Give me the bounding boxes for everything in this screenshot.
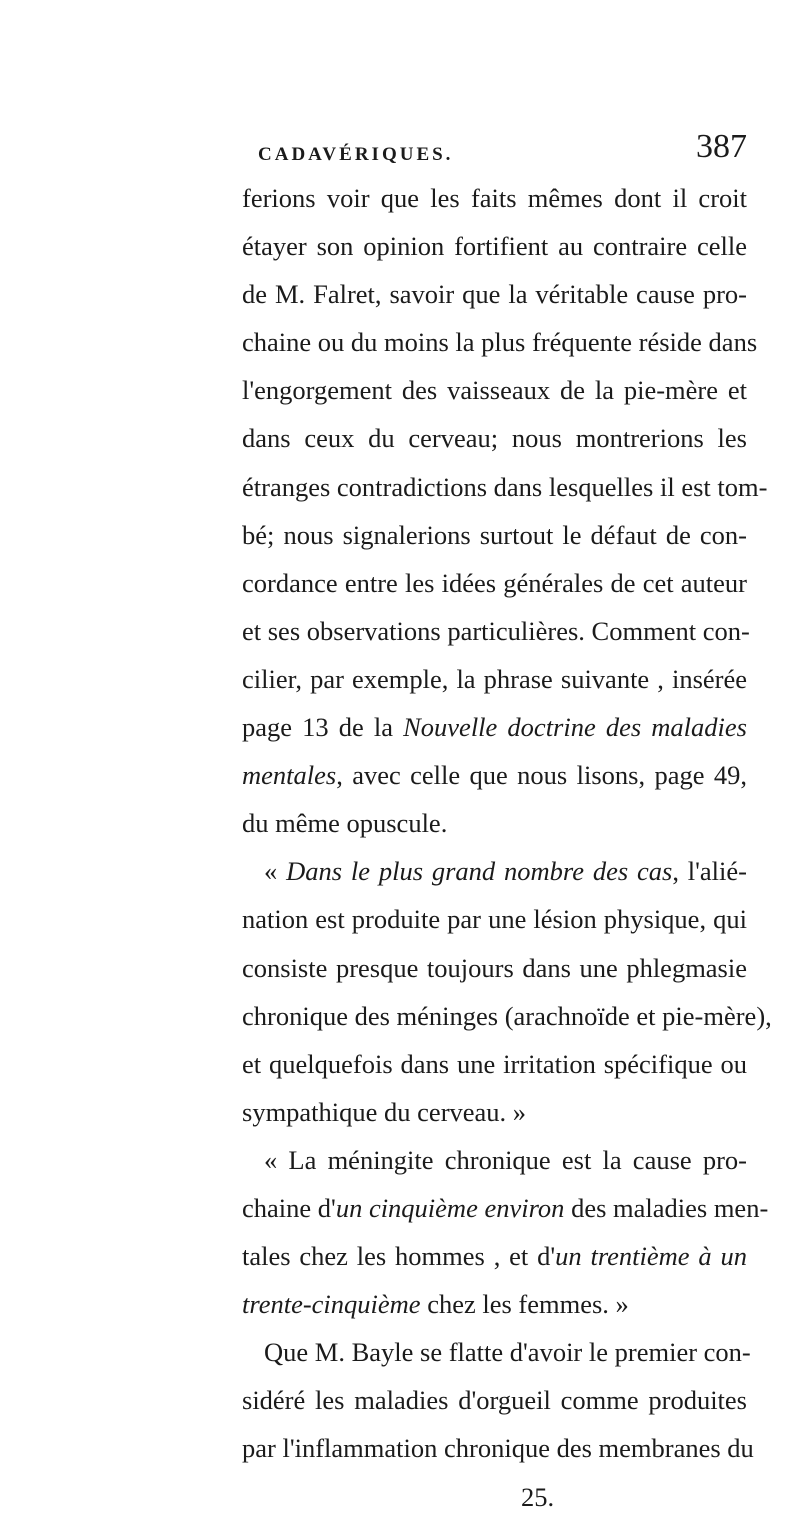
- text-line: et quelquefois dans une irritation spécifique ou: [242, 1048, 747, 1079]
- page-number: 387: [696, 128, 747, 165]
- text-line: du même opuscule.: [242, 808, 448, 839]
- text-line: [242, 703, 747, 751]
- body-text: [242, 174, 772, 1521]
- text-line: sidéré les maladies d'orgueil comme produites: [242, 1385, 747, 1416]
- text-run: tales chez les hommes , et d': [242, 1241, 556, 1272]
- text-line: consiste presque toujours dans une phlegmasie: [242, 952, 747, 983]
- text-line: [242, 1184, 769, 1232]
- italic-phrase: un cinquième environ: [335, 1192, 565, 1223]
- text-line: de M. Falret, savoir que la véritable cause pro-: [242, 279, 747, 310]
- text-line: cilier, par exemple, la phrase suivante , insérée: [242, 663, 747, 694]
- text-run: , l'alié-: [672, 856, 747, 887]
- text-line: « La méningite chronique est la cause pro-: [264, 1144, 747, 1175]
- italic-title: Nouvelle doctrine des maladies: [403, 712, 747, 743]
- italic-phrase: un trentième à un: [555, 1241, 747, 1272]
- book-page: [242, 128, 772, 1521]
- text-line: chaine ou du moins la plus fréquente réside dans: [242, 327, 758, 358]
- text-run: chez les femmes. »: [420, 1289, 629, 1320]
- text-line: sympathique du cerveau. »: [242, 1096, 527, 1127]
- text-line: et ses observations particulières. Comment con-: [242, 615, 750, 646]
- text-line: ferions voir que les faits mêmes dont il croit: [242, 183, 747, 213]
- text-line: étranges contradictions dans lesquelles il est tom-: [242, 471, 768, 502]
- text-line: [242, 1232, 747, 1280]
- running-title: CADAVÉRIQUES.: [258, 144, 454, 165]
- text-line: nation est produite par une lésion physique, qui: [242, 904, 747, 935]
- italic-title: mentales: [242, 760, 337, 791]
- text-line: [242, 751, 747, 799]
- text-run: page 13 de la: [242, 712, 404, 743]
- text-line: par l'inflammation chronique des membranes du: [242, 1433, 754, 1464]
- italic-quote: Dans le plus grand nombre des cas: [286, 856, 673, 887]
- text-run: des maladies men-: [564, 1192, 769, 1223]
- text-line: cordance entre les idées générales de cet auteur: [242, 567, 747, 598]
- text-line: chronique des méninges (arachnoïde et pie-mère),: [242, 1000, 772, 1031]
- text-line: Que M. Bayle se flatte d'avoir le premier con-: [264, 1337, 751, 1368]
- text-run: «: [264, 856, 287, 887]
- text-line: [242, 1280, 747, 1328]
- text-line: étayer son opinion fortifient au contraire celle: [242, 231, 747, 262]
- signature-mark: 25.: [521, 1481, 555, 1512]
- text-run: , avec celle que nous lisons, page 49,: [336, 760, 747, 791]
- italic-phrase: trente-cinquième: [242, 1289, 421, 1320]
- running-head: [242, 128, 747, 174]
- text-line: bé; nous signalerions surtout le défaut de con-: [242, 519, 747, 550]
- text-line: dans ceux du cerveau; nous montrerions les: [242, 423, 747, 454]
- text-line: [242, 847, 747, 895]
- text-run: chaine d': [242, 1192, 336, 1223]
- text-line: l'engorgement des vaisseaux de la pie-mère et: [242, 375, 747, 406]
